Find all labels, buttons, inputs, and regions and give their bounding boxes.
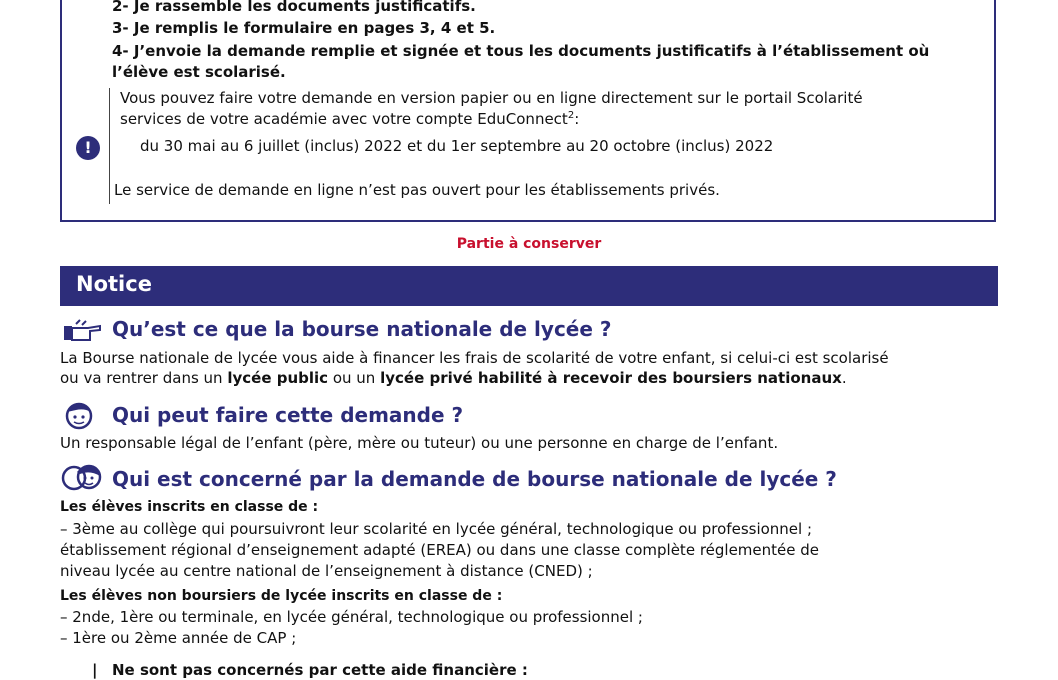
step-4: 4- J’envoie la demande remplie et signée et tous les documents justificatifs à l’établissement où — [112, 42, 930, 60]
keep-note: Partie à conserver — [456, 236, 602, 252]
online-colon: : — [574, 110, 580, 128]
exclamation-icon: ! — [76, 136, 100, 160]
private-note: Le service de demande en ligne n’est pas ouvert pour les établissements privés. — [114, 181, 720, 199]
step-3: 3- Je remplis le formulaire en pages 3, 4 et 5. — [112, 19, 496, 37]
q1-text-c: ou un — [328, 369, 381, 387]
online-text-line2-main: services de votre académie avec votre compte EduConnect — [120, 110, 568, 128]
section-title: Notice — [76, 272, 152, 296]
question-3-title: Qui est concerné par la demande de bourse nationale de lycée ? — [112, 467, 837, 491]
step-2: 2- Je rassemble les documents justificatifs. — [112, 0, 476, 15]
q1-text-a: ou va rentrer dans un — [60, 369, 228, 387]
q1-text-public: lycée public — [227, 369, 329, 387]
q2-line1: Un responsable légal de l’enfant (père, mère ou tuteur) ou une personne en charge de l’enfant. — [60, 434, 779, 452]
q1-line2 — [60, 368, 847, 388]
excluded-marker: | — [92, 661, 98, 679]
hand-pointing-icon — [62, 318, 102, 344]
online-text-line2 — [120, 109, 579, 129]
q1-text-end: . — [841, 369, 847, 387]
group2-title: Les élèves non boursiers de lycée inscrits en classe de : — [60, 588, 503, 604]
two-faces-icon — [60, 462, 104, 492]
group2-line1: – 2nde, 1ère ou terminale, en lycée général, technologique ou professionnel ; — [60, 608, 643, 626]
group1-line1: – 3ème au collège qui poursuivront leur scolarité en lycée général, technologique ou professionnel ; — [60, 520, 813, 538]
q1-text-private: lycée privé habilité à recevoir des boursiers nationaux — [380, 369, 842, 387]
section-band — [60, 266, 998, 306]
dates-text: du 30 mai au 6 juillet (inclus) 2022 et du 1er septembre au 20 octobre (inclus) 2022 — [140, 137, 774, 155]
q1-line1: La Bourse nationale de lycée vous aide à financer les frais de scolarité de votre enfant, si celui-ci est scolarisé — [60, 349, 889, 367]
child-face-icon — [62, 400, 96, 430]
question-2-title: Qui peut faire cette demande ? — [112, 403, 464, 427]
online-text-line1: Vous pouvez faire votre demande en version papier ou en ligne directement sur le portail Scolarité — [120, 89, 863, 107]
question-1-title: Qu’est ce que la bourse nationale de lycée ? — [112, 317, 612, 341]
group1-title: Les élèves inscrits en classe de : — [60, 499, 319, 515]
step-4-continued: l’élève est scolarisé. — [112, 63, 286, 81]
footnote-ref: 2 — [567, 110, 575, 121]
group2-line2: – 1ère ou 2ème année de CAP ; — [60, 629, 297, 647]
info-divider — [109, 88, 110, 204]
group1-line2: établissement régional d’enseignement adapté (EREA) ou dans une classe complète réglementée de — [60, 541, 820, 559]
excluded-title: Ne sont pas concernés par cette aide financière : — [112, 661, 528, 679]
group1-line3: niveau lycée au centre national de l’enseignement à distance (CNED) ; — [60, 562, 593, 580]
